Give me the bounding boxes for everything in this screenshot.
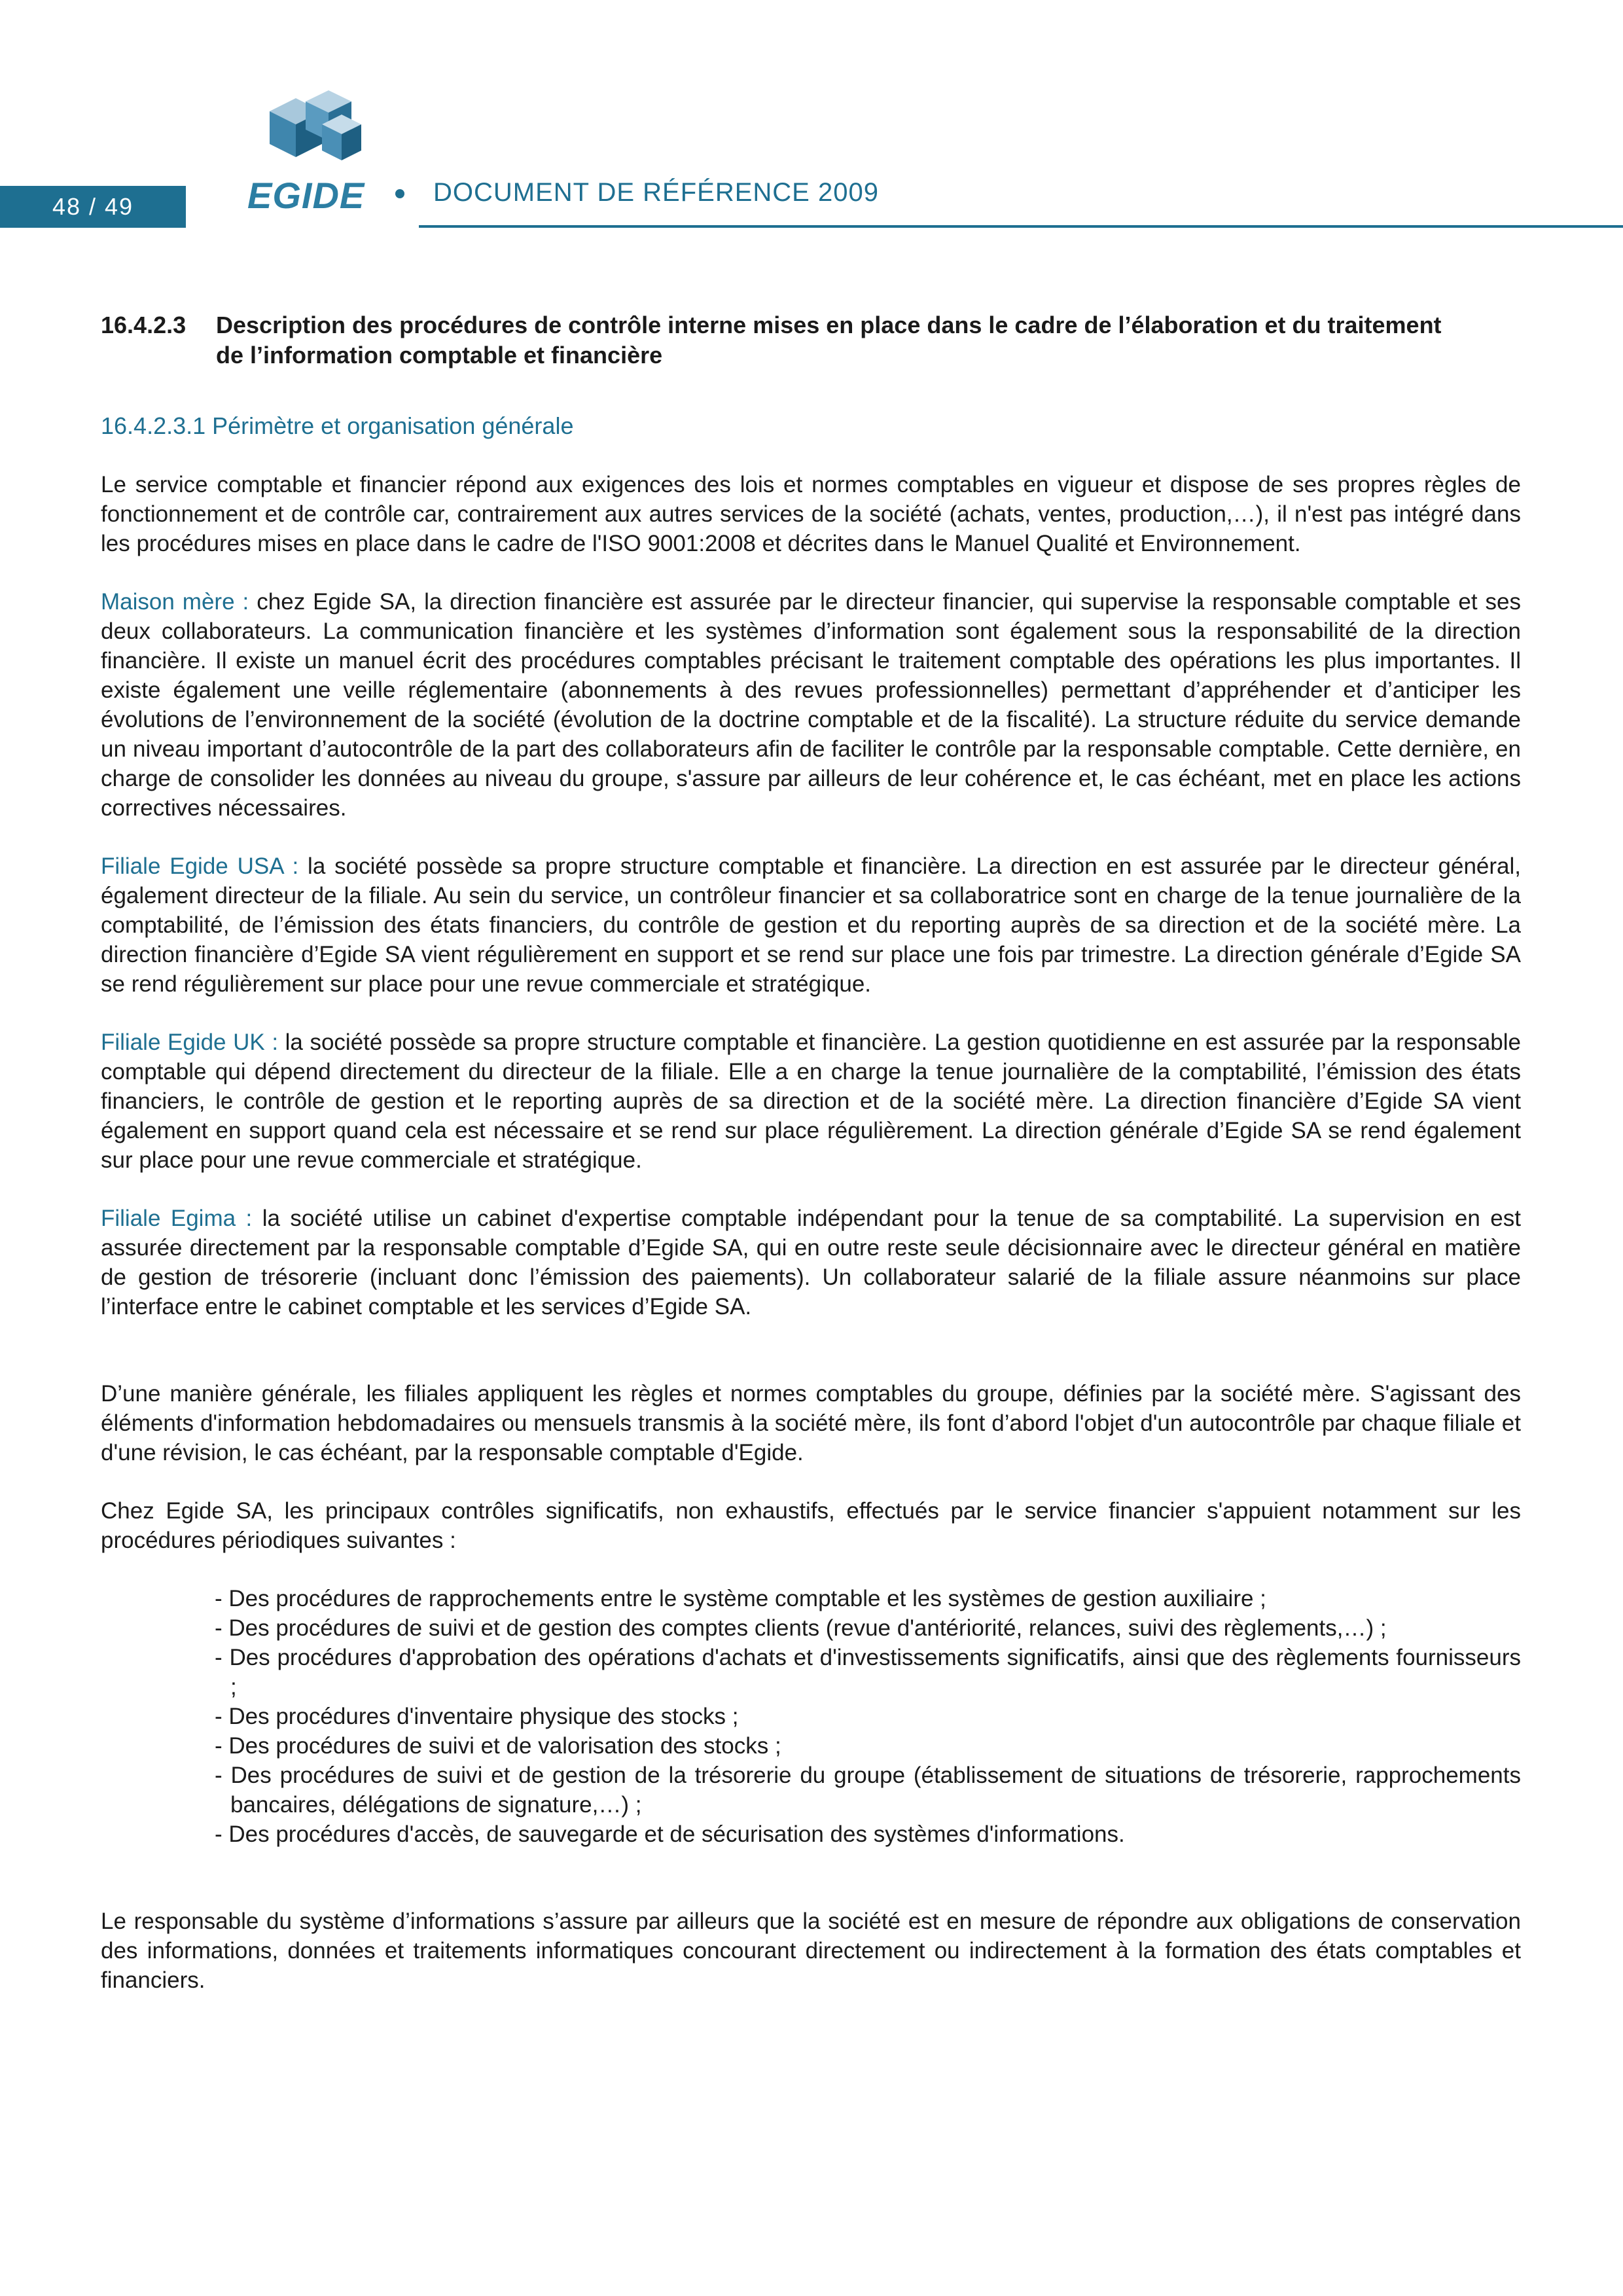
page-content [101, 310, 1521, 2024]
maison-mere-text: chez Egide SA, la direction financière est assurée par le directeur financier, qui supervise la responsable comptable et ses deux collaborateurs. La communication financière et les systèmes d’information sont également sous la responsabilité de la direction financière. Il existe un manuel écrit des procédures comptables précisant le traitement comptable des opérations les plus importantes. Il existe également une veille réglementaire (abonnements à des revues professionnelles) permettant d’appréhender et d’anticiper les évolutions de l’environnement de la société (évolution de la doctrine comptable et de la fiscalité). La structure réduite du service demande un niveau important d’autocontrôle de la part des collaborateurs afin de faciliter le contrôle par la responsable comptable. Cette dernière, en charge de consolider les données au niveau du groupe, s'assure par ailleurs de leur cohérence et, le cas échéant, met en place les actions correctives nécessaires. [101, 589, 1521, 821]
egima-text: la société utilise un cabinet d'expertise comptable indépendant pour la tenue de sa comptabilité. La supervision en est assurée directement par la responsable comptable d’Egide SA, qui en outre reste seule décisionnaire avec le directeur général en matière de gestion de trésorerie (incluant donc l’émission des paiements). Un collaborateur salarié de la filiale assure néanmoins sur place l’interface entre le cabinet comptable et les services d’Egide SA. [101, 1206, 1521, 1319]
intro-paragraph: Le service comptable et financier répond aux exigences des lois et normes comptables en vigueur et dispose de ses propres règles de fonctionnement et de contrôle car, contrairement aux autres services de la société (achats, ventes, production,…), il n'est pas intégré dans les procédures mises en place dans le cadre de l'ISO 9001:2008 et décrites dans le Manuel Qualité et Environnement. [101, 472, 1521, 556]
page-indicator: 48 / 49 [0, 186, 186, 228]
egide-usa-text: la société possède sa propre structure comptable et financière. La direction en est assurée par le directeur général, également directeur de la filiale. Au sein du service, un contrôleur financier et sa collaboratrice sont en charge de la tenue journalière de la comptabilité, de l’émission des états financiers, du contrôle de gestion et du reporting auprès de sa direction et de la société mère. La direction financière d’Egide SA vient régulièrement en support et se rend sur place une fois par trimestre. La direction générale d’Egide SA se rend régulièrement sur place pour une revue commerciale et stratégique. [101, 853, 1521, 997]
list-item: - Des procédures d'inventaire physique des stocks ; [215, 1704, 739, 1729]
egide-uk-label: Filiale Egide UK : [101, 1030, 279, 1055]
maison-mere-paragraph [101, 587, 1521, 823]
section-heading [101, 310, 1521, 370]
egima-label: Filiale Egima : [101, 1206, 253, 1231]
subsection-title: 16.4.2.3.1 Périmètre et organisation générale [101, 412, 574, 439]
spacer [101, 1350, 1521, 1379]
list-item: - Des procédures de suivi et de valorisation des stocks ; [215, 1733, 781, 1759]
list-item: - Des procédures de suivi et de gestion de la trésorerie du groupe (établissement de situations de trésorerie, rapprochements bancaires, délégations de signature,…) ; [215, 1763, 1521, 1818]
header-rule [419, 225, 1623, 228]
egide-usa-label: Filiale Egide USA : [101, 853, 299, 879]
closing-paragraph: Le responsable du système d’informations s’assure par ailleurs que la société est en mesure de répondre aux obligations de conservation des informations, données et traitements informatiques concourant directement ou indirectement à la formation des états comptables et financiers. [101, 1909, 1521, 1993]
procedures-list [215, 1584, 1521, 1849]
list-item: - Des procédures d'accès, de sauvegarde et de sécurisation des systèmes d'informations. [215, 1821, 1125, 1847]
list-item: - Des procédures d'approbation des opérations d'achats et d'investissements significatifs, ainsi que des règlements fournisseurs ; [215, 1645, 1521, 1700]
section-title: Description des procédures de contrôle interne mises en place dans le cadre de l’élaboration et du traitement de l’information comptable et financière [216, 312, 1442, 368]
controls-intro-paragraph: Chez Egide SA, les principaux contrôles significatifs, non exhaustifs, effectués par le service financier s'appuient notamment sur les procédures périodiques suivantes : [101, 1498, 1521, 1553]
egima-paragraph [101, 1204, 1521, 1321]
list-item: - Des procédures de rapprochements entre le système comptable et les systèmes de gestion auxiliaire ; [215, 1586, 1266, 1611]
header-bullet [395, 189, 404, 198]
spacer [101, 1878, 1521, 1907]
document-title: DOCUMENT DE RÉFÉRENCE 2009 [433, 178, 879, 207]
list-item: - Des procédures de suivi et de gestion des comptes clients (revue d'antériorité, relances, suivi des règlements,…) ; [215, 1615, 1387, 1641]
page-header [0, 0, 1623, 236]
general-paragraph: D’une manière générale, les filiales appliquent les règles et normes comptables du groupe, définies par la société mère. S'agissant des éléments d'information hebdomadaires ou mensuels transmis à la société mère, ils font d’abord l'objet d'un autocontrôle par chaque filiale et d'une révision, le cas échéant, par la responsable comptable d'Egide. [101, 1381, 1521, 1465]
egide-logo-text: EGIDE [247, 175, 365, 216]
section-number: 16.4.2.3 [101, 312, 187, 338]
egide-uk-text: la société possède sa propre structure comptable et financière. La gestion quotidienne en est assurée par la responsable comptable qui dépend directement du directeur de la filiale. Elle a en charge la tenue journalière de la comptabilité, l’émission des états financiers, le contrôle de gestion et le reporting auprès de sa direction et de la société mère. La direction financière d’Egide SA vient également en support quand cela est nécessaire et se rend sur place régulièrement. La direction générale d’Egide SA se rend également sur place pour une revue commerciale et stratégique. [101, 1030, 1521, 1173]
maison-mere-label: Maison mère : [101, 589, 249, 615]
egide-uk-paragraph [101, 1028, 1521, 1175]
egide-logo-cubes-icon [243, 85, 374, 183]
egide-usa-paragraph [101, 852, 1521, 999]
